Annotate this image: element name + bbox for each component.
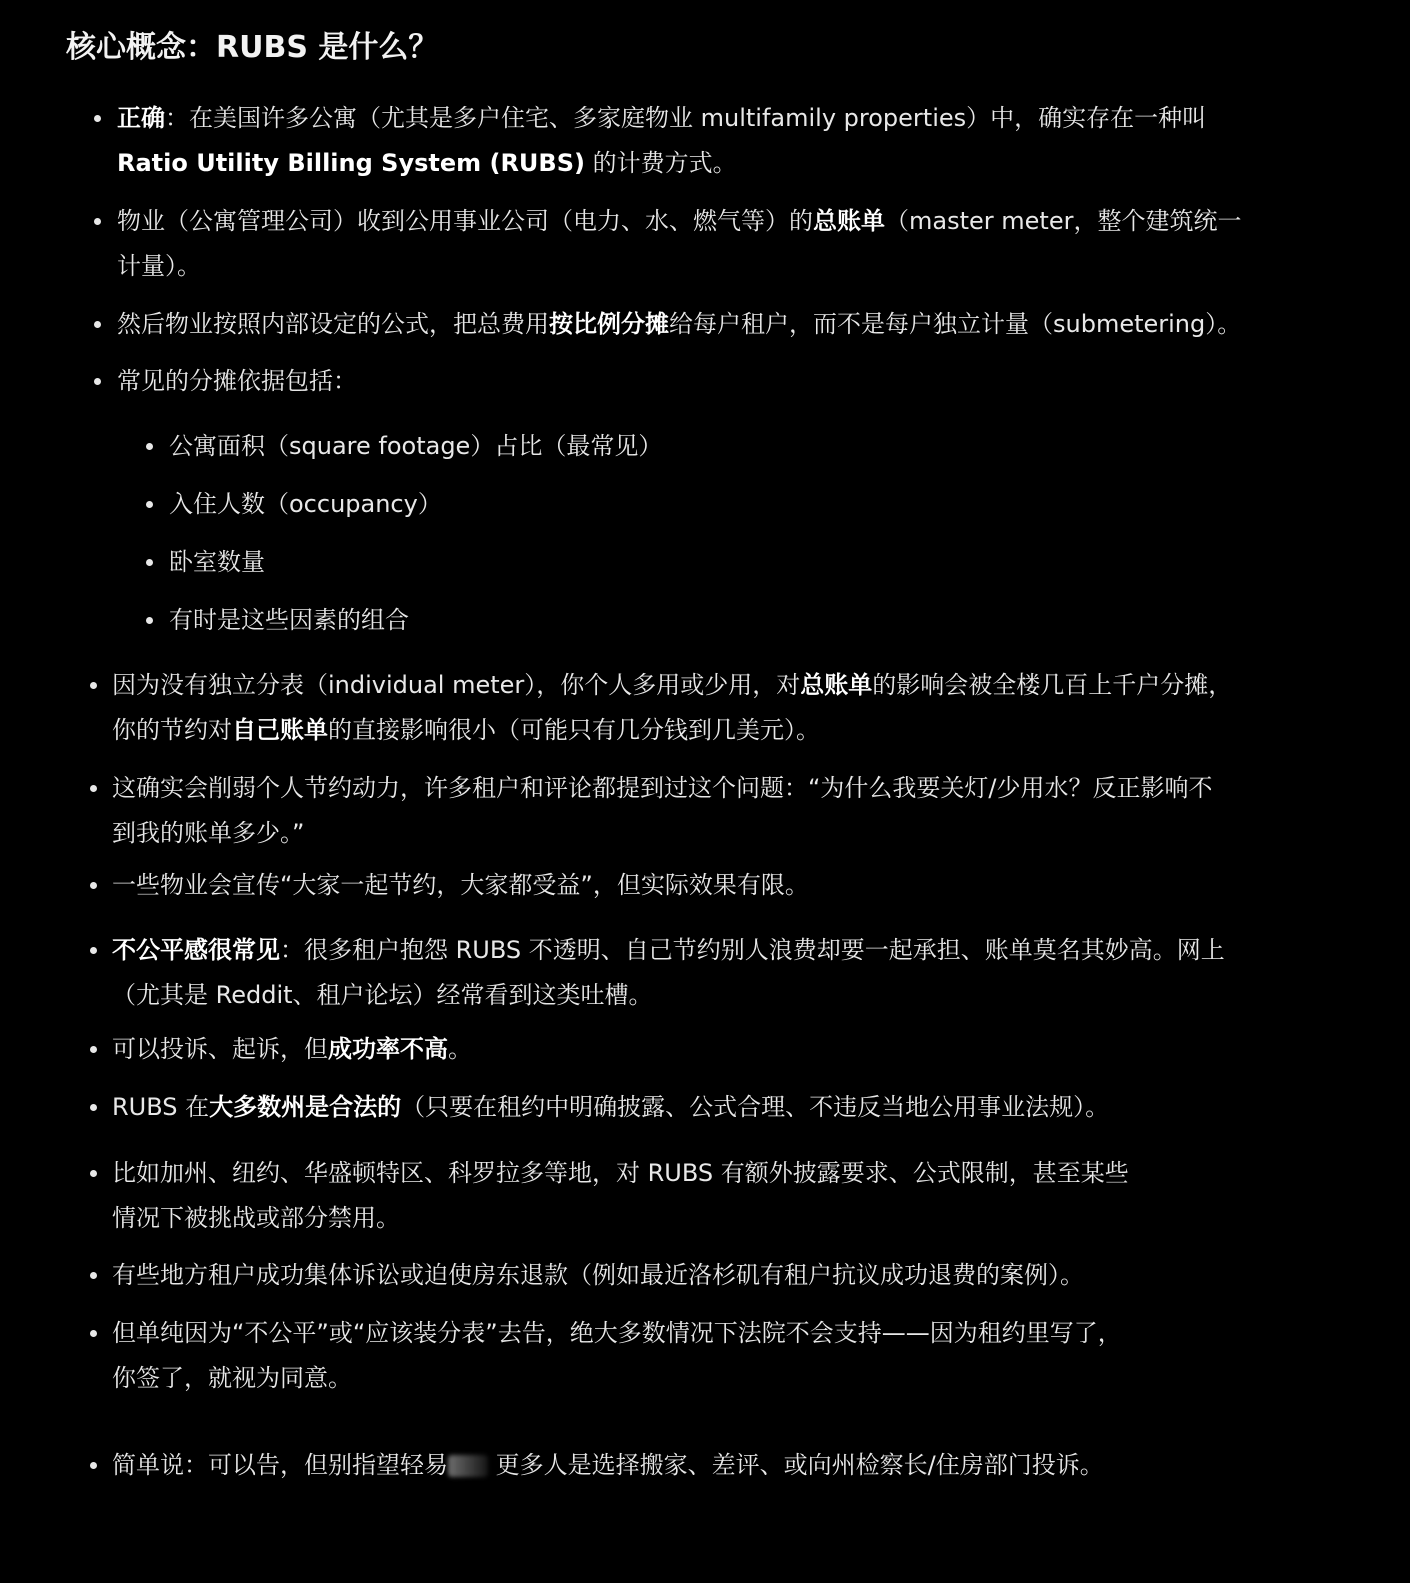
- list-item: [90, 928, 1225, 1018]
- bullet-icon: [90, 947, 97, 954]
- text-segment: 的直接影响很小（可能只有几分钱到几美元）。: [328, 716, 820, 744]
- text-segment: 有些地方租户成功集体诉讼或迫使房东退款（例如最近洛杉矶有租户抗议成功退费的案例）。: [112, 1261, 1084, 1289]
- bold-term: 大多数州是合法的: [209, 1093, 402, 1121]
- text-segment: （master meter，整个建筑统一: [885, 207, 1242, 235]
- bullet-icon: [94, 321, 101, 328]
- list-item: [90, 1085, 1109, 1130]
- list-item: [90, 663, 1232, 753]
- text-segment: 。: [448, 1035, 472, 1063]
- text-segment: ：很多租户抱怨 RUBS 不透明、自己节约别人浪费却要一起承担、账单莫名其妙高。网上: [280, 936, 1225, 964]
- text-segment: RUBS 在: [112, 1093, 210, 1121]
- text-segment: ：在美国许多公寓（尤其是多户住宅、多家庭物业 multifamily properties）中，确实存在一种叫: [165, 104, 1207, 132]
- blurred-text: [448, 1455, 488, 1477]
- bullet-icon: [146, 501, 153, 508]
- text-segment: 入住人数（occupancy）: [169, 490, 442, 518]
- text-segment: 这确实会削弱个人节约动力，许多租户和评论都提到过这个问题：“为什么我要关灯/少用水？反正影响不: [112, 774, 1213, 802]
- text-segment: 简单说：可以告，但别指望轻易: [112, 1451, 448, 1479]
- text-segment: 卧室数量: [169, 548, 265, 576]
- bold-term: 成功率不高: [328, 1035, 448, 1063]
- sub-list-item: [146, 424, 662, 469]
- sub-list-item: [146, 482, 442, 527]
- bullet-icon: [94, 115, 101, 122]
- list-item: [94, 96, 1206, 186]
- text-segment: 更多人是选择搬家、差评、或向州检察长/住房部门投诉。: [495, 1451, 1104, 1479]
- bullet-icon: [90, 1046, 97, 1053]
- text-segment: 情况下被挑战或部分禁用。: [112, 1204, 400, 1232]
- bullet-icon: [146, 443, 153, 450]
- list-item: [90, 1311, 1122, 1401]
- list-item: [90, 766, 1213, 856]
- list-item: [90, 1253, 1084, 1298]
- list-item: [90, 863, 809, 908]
- text-segment: 你的节约对: [112, 716, 232, 744]
- text-segment: 然后物业按照内部设定的公式，把总费用: [117, 310, 549, 338]
- text-segment: 但单纯因为“不公平”或“应该装分表”去告，绝大多数情况下法院不会支持——因为租约里写了，: [112, 1319, 1122, 1347]
- text-segment: 可以投诉、起诉，但: [112, 1035, 328, 1063]
- text-segment: 给每户租户，而不是每户独立计量（submetering）。: [669, 310, 1242, 338]
- bold-term: 总账单: [800, 671, 873, 699]
- bold-term: 按比例分摊: [549, 310, 669, 338]
- text-segment: 因为没有独立分表（individual meter），你个人多用或少用，对: [112, 671, 801, 699]
- list-item: [90, 1151, 1129, 1241]
- list-item: [94, 199, 1241, 289]
- bullet-icon: [146, 559, 153, 566]
- bold-term: 总账单: [813, 207, 885, 235]
- bullet-icon: [90, 1104, 97, 1111]
- text-segment: 公寓面积（square footage）占比（最常见）: [169, 432, 663, 460]
- text-segment: 到我的账单多少。”: [112, 819, 305, 847]
- bullet-icon: [94, 218, 101, 225]
- list-item: [94, 359, 357, 404]
- text-segment: 计量）。: [117, 252, 201, 280]
- text-segment: 物业（公寓管理公司）收到公用事业公司（电力、水、燃气等）的: [117, 207, 813, 235]
- bullet-icon: [90, 1170, 97, 1177]
- bullet-icon: [94, 378, 101, 385]
- text-segment: 比如加州、纽约、华盛顿特区、科罗拉多等地，对 RUBS 有额外披露要求、公式限制，甚至某些: [112, 1159, 1129, 1187]
- text-segment: 的计费方式。: [584, 149, 737, 177]
- bullet-icon: [90, 882, 97, 889]
- list-item: [90, 1027, 472, 1072]
- text-segment: 有时是这些因素的组合: [169, 606, 409, 634]
- text-segment: （只要在租约中明确披露、公式合理、不违反当地公用事业法规）。: [401, 1093, 1110, 1121]
- text-segment: 你签了，就视为同意。: [112, 1364, 352, 1392]
- bullet-icon: [90, 1462, 97, 1469]
- text-segment: 常见的分摊依据包括：: [117, 367, 357, 395]
- bold-term: 正确: [117, 104, 165, 132]
- bullet-icon: [90, 682, 97, 689]
- list-item: [94, 302, 1241, 347]
- bold-term: Ratio Utility Billing System (RUBS): [117, 149, 585, 177]
- bold-term: 不公平感很常见: [112, 936, 280, 964]
- section-heading: 核心概念：RUBS 是什么？: [66, 30, 439, 65]
- text-segment: 的影响会被全楼几百上千户分摊，: [872, 671, 1233, 699]
- text-segment: 一些物业会宣传“大家一起节约，大家都受益”，但实际效果有限。: [112, 871, 809, 899]
- bullet-icon: [146, 617, 153, 624]
- text-segment: （尤其是 Reddit、租户论坛）经常看到这类吐槽。: [112, 981, 653, 1009]
- bullet-icon: [90, 1272, 97, 1279]
- bold-term: 自己账单: [232, 716, 328, 744]
- list-item: [90, 1443, 1104, 1488]
- bullet-icon: [90, 1330, 97, 1337]
- sub-list-item: [146, 598, 409, 643]
- bullet-icon: [90, 785, 97, 792]
- sub-list-item: [146, 540, 265, 585]
